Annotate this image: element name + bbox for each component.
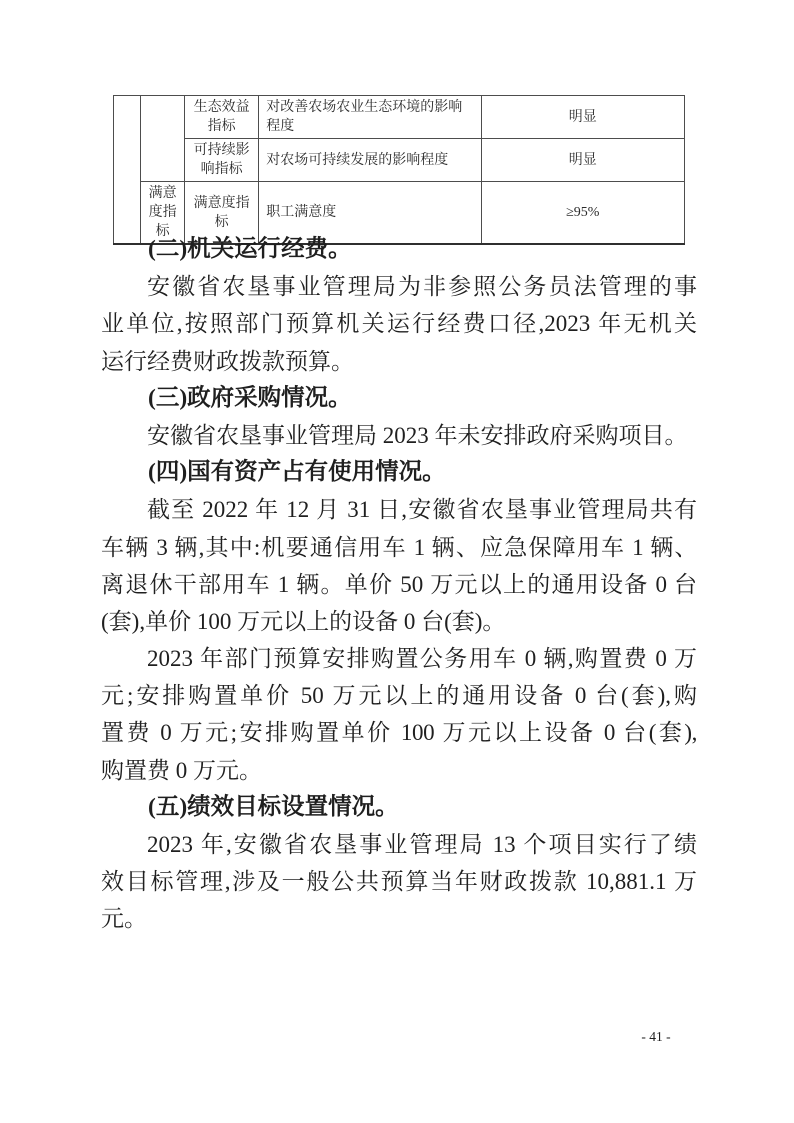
paragraph-line: 安徽省农垦事业管理局为非参照公务员法管理的事 bbox=[147, 274, 697, 300]
table-cell-description: 职工满意度 bbox=[259, 182, 481, 245]
page-number: - 41 - bbox=[641, 1029, 671, 1044]
table-cell-description: 对改善农场农业生态环境的影响程度 bbox=[259, 96, 481, 139]
section-heading: (四)国有资产占有使用情况。 bbox=[148, 459, 446, 486]
paragraph-line: 截至 2022 年 12 月 31 日,安徽省农垦事业管理局共有 bbox=[147, 497, 697, 523]
paragraph-line: 2023 年,安徽省农垦事业管理局 13 个项目实行了绩 bbox=[147, 832, 697, 857]
section-heading: (五)绩效目标设置情况。 bbox=[148, 793, 399, 820]
table-cell-value: ≥95% bbox=[481, 182, 684, 245]
table-cell-category: 满意度指标 bbox=[141, 182, 185, 245]
table-cell-value: 明显 bbox=[481, 96, 684, 139]
table-cell-empty-category bbox=[141, 96, 185, 182]
paragraph-line: 效目标管理,涉及一般公共预算当年财政拨款 10,881.1 万 bbox=[101, 869, 697, 895]
paragraph-line: 运行经费财政拨款预算。 bbox=[101, 348, 354, 374]
table-row bbox=[114, 139, 685, 182]
paragraph-line: (套),单价 100 万元以上的设备 0 台(套)。 bbox=[101, 608, 506, 634]
paragraph-line: 2023 年部门预算安排购置公务用车 0 辆,购置费 0 万 bbox=[147, 646, 697, 672]
paragraph-line: 业单位,按照部门预算机关运行经费口径,2023 年无机关 bbox=[101, 311, 697, 337]
section-heading: (三)政府采购情况。 bbox=[148, 384, 352, 411]
table-cell-indicator: 满意度指标 bbox=[185, 182, 259, 245]
paragraph-line: 安徽省农垦事业管理局 2023 年未安排政府采购项目。 bbox=[147, 422, 688, 448]
paragraph-line: 车辆 3 辆,其中:机要通信用车 1 辆、应急保障用车 1 辆、 bbox=[101, 534, 697, 560]
section-heading: (二)机关运行经费。 bbox=[148, 236, 352, 262]
table-cell-empty-spacer bbox=[114, 96, 141, 245]
table-cell-indicator: 可持续影响指标 bbox=[185, 139, 259, 182]
table-cell-indicator: 生态效益指标 bbox=[185, 96, 259, 139]
paragraph-line: 离退休干部用车 1 辆。单价 50 万元以上的通用设备 0 台 bbox=[101, 571, 697, 597]
paragraph-line: 元。 bbox=[101, 906, 147, 932]
paragraph-line: 元;安排购置单价 50 万元以上的通用设备 0 台(套),购 bbox=[101, 683, 697, 709]
table-row bbox=[114, 96, 685, 139]
document-body bbox=[101, 231, 697, 938]
table-cell-description: 对农场可持续发展的影响程度 bbox=[259, 139, 481, 182]
table-cell-value: 明显 bbox=[481, 139, 684, 182]
paragraph-line: 购置费 0 万元。 bbox=[101, 757, 262, 783]
performance-indicators-table bbox=[113, 95, 685, 245]
paragraph-line: 置费 0 万元;安排购置单价 100 万元以上设备 0 台(套), bbox=[101, 720, 697, 746]
